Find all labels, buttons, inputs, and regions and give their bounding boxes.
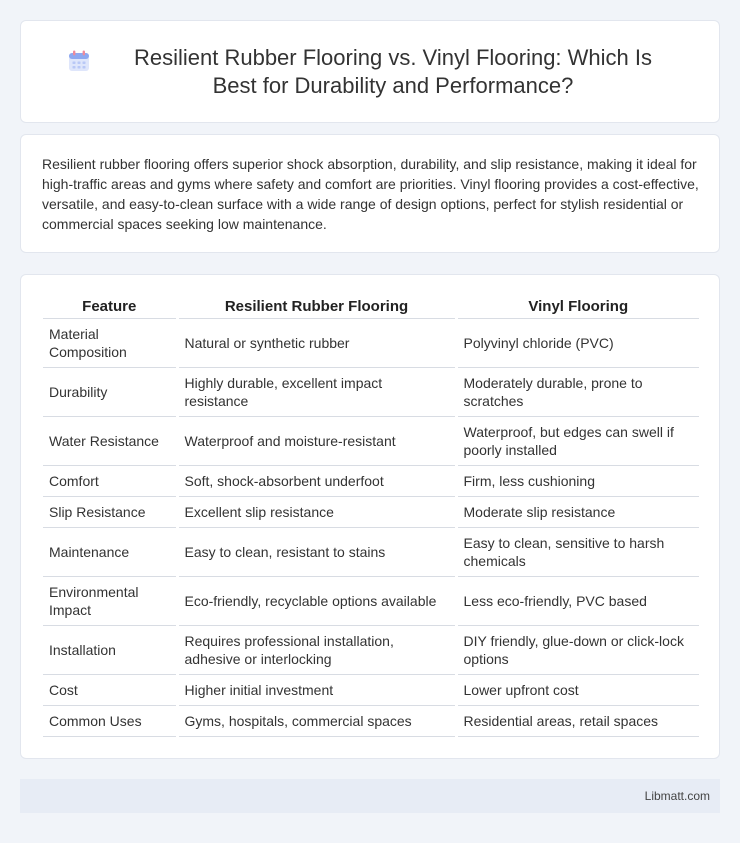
vinyl-cell: Polyvinyl chloride (PVC) <box>456 318 699 367</box>
table-row <box>43 367 699 416</box>
rubber-cell: Natural or synthetic rubber <box>177 318 456 367</box>
feature-cell: Material Composition <box>43 318 177 367</box>
vinyl-cell: DIY friendly, glue-down or click-lock options <box>456 625 699 674</box>
page-title: Resilient Rubber Flooring vs. Vinyl Flooring: Which Is Best for Durability and Performance? <box>133 44 653 98</box>
table-row <box>43 416 699 465</box>
rubber-cell: Waterproof and moisture-resistant <box>177 416 456 465</box>
feature-cell: Slip Resistance <box>43 496 177 527</box>
header-vinyl: Vinyl Flooring <box>456 298 699 318</box>
table-row <box>43 674 699 705</box>
summary-text: Resilient rubber flooring offers superior shock absorption, durability, and slip resistance, making it ideal for high-traffic areas and gyms where safety and comfort are priorities. Vinyl flooring provides a cost-effective, versatile, and easy-to-clean surface with a wide range of design options, perfect for stylish residential or commercial spaces seeking low maintenance. <box>42 156 699 232</box>
rubber-cell: Soft, shock-absorbent underfoot <box>177 465 456 496</box>
table-row <box>43 576 699 625</box>
vinyl-cell: Waterproof, but edges can swell if poorly installed <box>456 416 699 465</box>
feature-cell: Maintenance <box>43 527 177 576</box>
title-card <box>20 20 720 123</box>
vinyl-cell: Less eco-friendly, PVC based <box>456 576 699 625</box>
feature-cell: Cost <box>43 674 177 705</box>
table-row <box>43 465 699 496</box>
footer <box>20 779 720 813</box>
vinyl-cell: Residential areas, retail spaces <box>456 705 699 736</box>
comparison-table <box>43 298 699 737</box>
table-row <box>43 705 699 736</box>
table-row <box>43 527 699 576</box>
table-row <box>43 318 699 367</box>
header-rubber: Resilient Rubber Flooring <box>177 298 456 318</box>
vinyl-cell: Moderately durable, prone to scratches <box>456 367 699 416</box>
rubber-cell: Easy to clean, resistant to stains <box>177 527 456 576</box>
feature-cell: Installation <box>43 625 177 674</box>
comparison-card <box>20 274 720 759</box>
calendar-icon <box>67 49 91 73</box>
vinyl-cell: Firm, less cushioning <box>456 465 699 496</box>
feature-cell: Water Resistance <box>43 416 177 465</box>
header-feature: Feature <box>43 298 177 318</box>
table-row <box>43 625 699 674</box>
summary-card <box>20 134 720 253</box>
feature-cell: Durability <box>43 367 177 416</box>
rubber-cell: Requires professional installation, adhesive or interlocking <box>177 625 456 674</box>
feature-cell: Common Uses <box>43 705 177 736</box>
feature-cell: Environmental Impact <box>43 576 177 625</box>
vinyl-cell: Easy to clean, sensitive to harsh chemicals <box>456 527 699 576</box>
rubber-cell: Highly durable, excellent impact resistance <box>177 367 456 416</box>
rubber-cell: Gyms, hospitals, commercial spaces <box>177 705 456 736</box>
rubber-cell: Excellent slip resistance <box>177 496 456 527</box>
vinyl-cell: Lower upfront cost <box>456 674 699 705</box>
footer-brand-link[interactable]: Libmatt.com <box>644 789 710 803</box>
rubber-cell: Higher initial investment <box>177 674 456 705</box>
vinyl-cell: Moderate slip resistance <box>456 496 699 527</box>
table-row <box>43 496 699 527</box>
feature-cell: Comfort <box>43 465 177 496</box>
rubber-cell: Eco-friendly, recyclable options available <box>177 576 456 625</box>
table-header-row <box>43 298 699 318</box>
